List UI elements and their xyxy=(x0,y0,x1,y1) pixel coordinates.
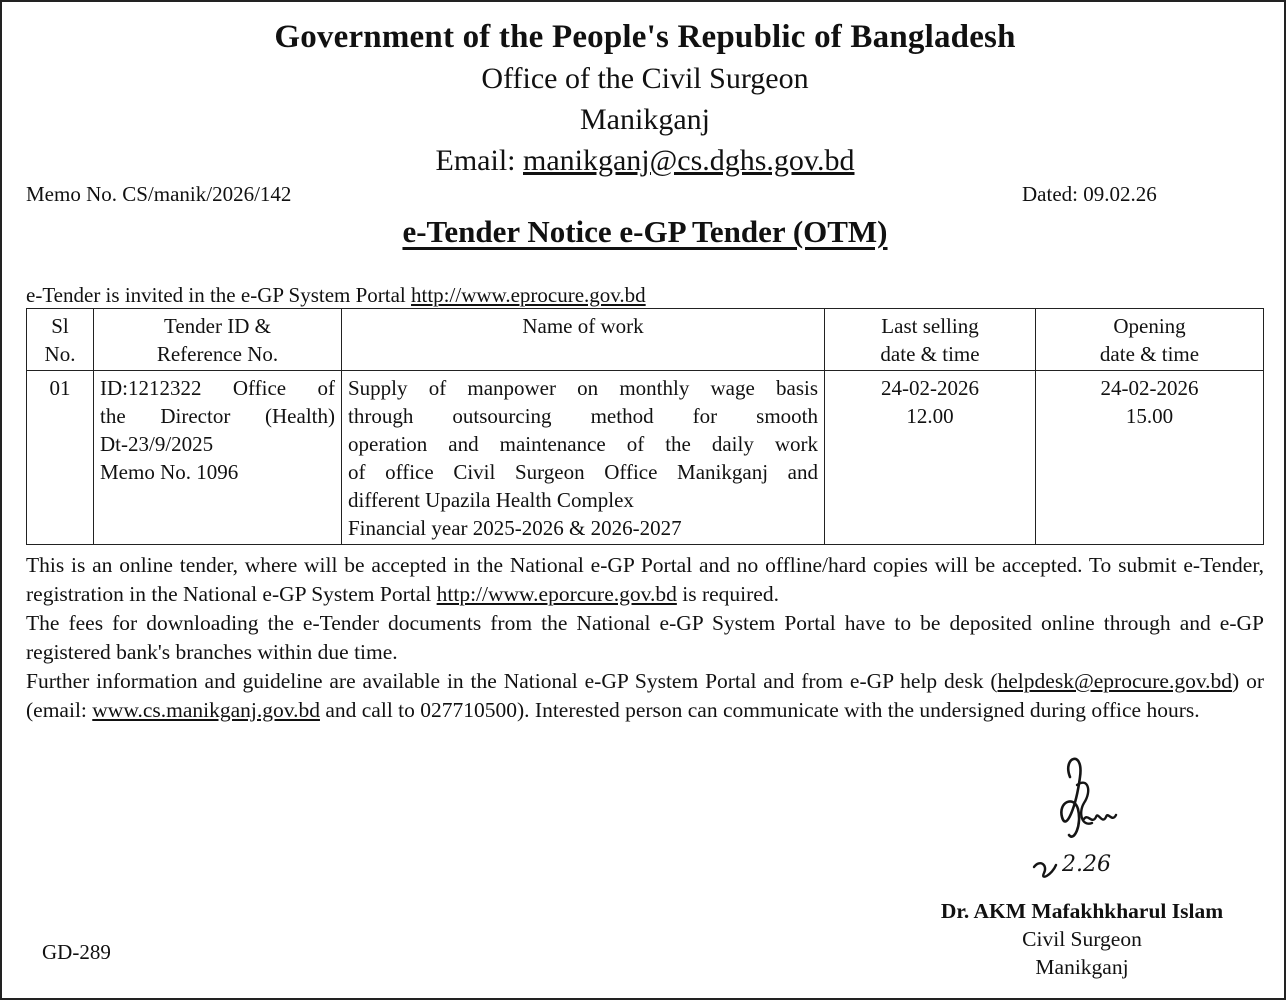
opening-time: 15.00 xyxy=(1125,404,1174,428)
tender-table xyxy=(26,308,1264,545)
cell-sl: 01 xyxy=(27,371,94,545)
tender-id-line-3: Dt-23/9/2025 xyxy=(100,432,214,456)
header-name-of-work-line-1: Name of work xyxy=(522,314,644,338)
signatory-designation: Civil Surgeon xyxy=(1022,927,1142,951)
eprocure-link[interactable]: http://www.eprocure.gov.bd xyxy=(411,283,646,307)
header-tender-id xyxy=(94,309,342,371)
p3-text-mid: ) or (email: xyxy=(26,669,1264,722)
notice-title xyxy=(2,214,1286,250)
opening-date: 24-02-2026 xyxy=(1100,376,1199,400)
p1-text-after: is required. xyxy=(682,582,779,606)
header-sl-line-2: No. xyxy=(44,342,76,366)
work-line-5: different Upazila Health Complex xyxy=(348,488,634,512)
handwritten-signature xyxy=(1022,747,1162,897)
invitation-text: e-Tender is invited in the e-GP System Portal xyxy=(26,283,406,307)
last-selling-date: 24-02-2026 xyxy=(881,376,979,400)
email-label: Email: xyxy=(435,144,516,177)
website-link[interactable]: www.cs.manikganj.gov.bd xyxy=(92,698,320,722)
header-opening xyxy=(1036,309,1264,371)
notice-body xyxy=(26,551,1264,725)
header-opening-line-2: date & time xyxy=(1099,342,1200,366)
work-line-2: through outsourcing method for smooth xyxy=(348,404,818,428)
invitation-line xyxy=(26,283,646,308)
letterhead xyxy=(2,16,1286,181)
helpdesk-email-link[interactable]: helpdesk@eprocure.gov.bd xyxy=(997,669,1233,693)
paragraph-further-info xyxy=(26,667,1264,725)
header-last-selling-line-1: Last selling xyxy=(881,314,979,338)
p1-text-before: This is an online tender, where will be accepted in the National e-GP Portal and no offline/hard copies will be accepted. To submit e-Tender, registration in the National e-GP System Portal xyxy=(26,553,1264,606)
p3-text-after: and call to 027710500). Interested person can communicate with the undersigned during office hours. xyxy=(325,698,1200,722)
signatory-district: Manikganj xyxy=(1035,955,1129,979)
signatory-block xyxy=(902,897,1262,981)
memo-number: Memo No. CS/manik/2026/142 xyxy=(26,182,292,206)
signature-icon xyxy=(1022,747,1162,897)
work-line-6: Financial year 2025-2026 & 2026-2027 xyxy=(348,516,682,540)
header-last-selling xyxy=(825,309,1036,371)
table-header-row xyxy=(27,309,1264,371)
office-name: Office of the Civil Surgeon xyxy=(481,62,809,95)
header-tender-id-line-1: Tender ID & xyxy=(164,314,271,338)
email-line xyxy=(2,140,1286,181)
p3-text-before: Further information and guideline are available in the National e-GP System Portal and from e-GP help desk ( xyxy=(26,669,998,693)
header-sl-line-1: Sl xyxy=(51,314,69,338)
header-opening-line-1: Opening xyxy=(1113,314,1186,338)
last-selling-time: 12.00 xyxy=(906,404,954,428)
gd-code: GD-289 xyxy=(42,940,111,964)
signature-date: 2.26 xyxy=(1062,852,1111,877)
signatory-name: Dr. AKM Mafakhkharul Islam xyxy=(940,899,1224,923)
tender-id-line-4: Memo No. 1096 xyxy=(100,460,239,484)
email-link[interactable]: manikganj@cs.dghs.gov.bd xyxy=(523,144,855,177)
header-sl xyxy=(27,309,94,371)
work-line-3: operation and maintenance of the daily work xyxy=(348,432,818,456)
header-tender-id-line-2: Reference No. xyxy=(156,342,279,366)
work-line-4: of office Civil Surgeon Office Manikganj and xyxy=(348,460,818,484)
paragraph-online-tender xyxy=(26,551,1264,609)
memo-date: Dated: 09.02.26 xyxy=(1022,182,1157,206)
cell-opening xyxy=(1036,371,1264,545)
eporcure-link[interactable]: http://www.eporcure.gov.bd xyxy=(436,582,677,606)
work-line-1: Supply of manpower on monthly wage basis xyxy=(348,376,818,400)
cell-tender-id xyxy=(94,371,342,545)
district-name: Manikganj xyxy=(580,103,710,136)
header-last-selling-line-2: date & time xyxy=(880,342,980,366)
notice-title-text: e-Tender Notice e-GP Tender (OTM) xyxy=(402,214,888,249)
cell-last-selling xyxy=(825,371,1036,545)
header-name-of-work xyxy=(342,309,825,371)
tender-id-line-1: ID:1212322 Office of xyxy=(100,376,335,400)
cell-name-of-work xyxy=(342,371,825,545)
tender-id-line-2: the Director (Health) xyxy=(100,404,335,428)
table-row xyxy=(27,371,1264,545)
paragraph-fees: The fees for downloading the e-Tender documents from the National e-GP System Portal have to be deposited online through and e-GP registered bank's branches within due time. xyxy=(26,611,1264,664)
government-title: Government of the People's Republic of Bangladesh xyxy=(274,19,1016,55)
